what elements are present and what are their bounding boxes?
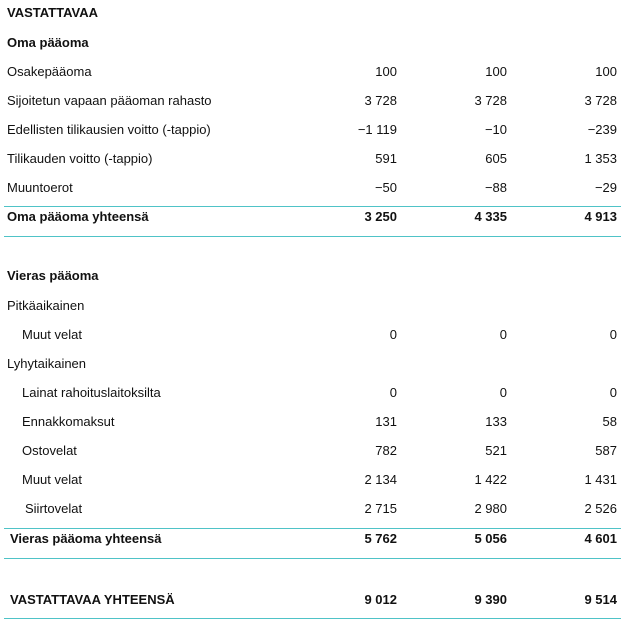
value-col-2: −88 xyxy=(484,180,507,195)
row-label: Muuntoerot xyxy=(7,180,73,195)
value-col-2: 521 xyxy=(485,443,507,458)
row-label: Sijoitetun vapaan pääoman rahasto xyxy=(7,93,212,108)
liabilities-total-bottom-rule xyxy=(4,558,621,559)
equity-row-share-capital xyxy=(0,62,624,82)
row-label: Osakepääoma xyxy=(7,64,92,79)
value-col-3: 1 353 xyxy=(584,151,617,166)
row-label: Muut velat xyxy=(22,472,82,487)
total-col-1: 5 762 xyxy=(364,531,397,546)
row-label: Ostovelat xyxy=(22,443,77,458)
current-row-accrued-liabilities xyxy=(0,499,624,519)
grand-total-row xyxy=(0,590,624,610)
non-current-row-other-liabilities xyxy=(0,325,624,345)
value-col-1: −1 119 xyxy=(357,122,397,137)
value-col-2: −10 xyxy=(484,122,507,137)
current-label-row xyxy=(0,354,624,374)
value-col-2: 2 980 xyxy=(474,501,507,516)
total-label: Vieras pääoma yhteensä xyxy=(10,531,162,546)
value-col-2: 100 xyxy=(485,64,507,79)
equity-row-invested-free-equity xyxy=(0,91,624,111)
current-row-trade-payables xyxy=(0,441,624,461)
equity-total-row xyxy=(0,207,624,227)
liabilities-total-row xyxy=(0,529,624,549)
row-label: Muut velat xyxy=(22,327,82,342)
row-label: Ennakkomaksut xyxy=(22,414,115,429)
non-current-label: Pitkäaikainen xyxy=(7,298,85,313)
current-row-bank-loans xyxy=(0,383,624,403)
value-col-1: 0 xyxy=(389,327,397,342)
value-col-1: 591 xyxy=(375,151,397,166)
value-col-3: 0 xyxy=(609,327,617,342)
equity-total-bottom-rule xyxy=(4,236,621,237)
current-label: Lyhytaikainen xyxy=(7,356,87,371)
row-label: Edellisten tilikausien voitto (-tappio) xyxy=(7,122,211,137)
balance-heading-row xyxy=(0,3,624,23)
grand-total-col-3: 9 514 xyxy=(584,592,617,607)
grand-total-label: VASTATTAVAA YHTEENSÄ xyxy=(10,592,175,607)
row-label: Lainat rahoituslaitoksilta xyxy=(22,385,161,400)
value-col-3: 587 xyxy=(595,443,617,458)
total-label: Oma pääoma yhteensä xyxy=(7,209,149,224)
non-current-label-row xyxy=(0,296,624,316)
value-col-3: 2 526 xyxy=(584,501,617,516)
grand-total-bottom-rule xyxy=(4,618,621,619)
value-col-2: 605 xyxy=(485,151,507,166)
total-col-2: 5 056 xyxy=(474,531,507,546)
value-col-2: 0 xyxy=(499,385,507,400)
value-col-1: 0 xyxy=(389,385,397,400)
total-col-3: 4 601 xyxy=(584,531,617,546)
balance-heading: VASTATTAVAA xyxy=(7,5,98,20)
value-col-1: 100 xyxy=(375,64,397,79)
equity-heading-row xyxy=(0,33,624,53)
total-col-3: 4 913 xyxy=(584,209,617,224)
value-col-3: 100 xyxy=(595,64,617,79)
value-col-3: 0 xyxy=(609,385,617,400)
row-label: Siirtovelat xyxy=(25,501,83,516)
value-col-2: 1 422 xyxy=(474,472,507,487)
value-col-2: 0 xyxy=(499,327,507,342)
equity-row-retained-earnings xyxy=(0,120,624,140)
value-col-1: 782 xyxy=(375,443,397,458)
grand-total-col-1: 9 012 xyxy=(364,592,397,607)
current-row-advance-payments xyxy=(0,412,624,432)
value-col-2: 133 xyxy=(485,414,507,429)
equity-row-profit-for-period xyxy=(0,149,624,169)
value-col-1: 3 728 xyxy=(364,93,397,108)
equity-heading: Oma pääoma xyxy=(7,35,89,50)
row-label: Tilikauden voitto (-tappio) xyxy=(7,151,153,166)
value-col-3: 1 431 xyxy=(584,472,617,487)
value-col-1: 2 134 xyxy=(364,472,397,487)
total-col-1: 3 250 xyxy=(364,209,397,224)
value-col-1: 131 xyxy=(375,414,397,429)
value-col-1: −50 xyxy=(374,180,397,195)
value-col-1: 2 715 xyxy=(364,501,397,516)
value-col-3: −239 xyxy=(587,122,617,137)
value-col-3: 58 xyxy=(602,414,617,429)
current-row-other-liabilities xyxy=(0,470,624,490)
value-col-2: 3 728 xyxy=(474,93,507,108)
liabilities-heading: Vieras pääoma xyxy=(7,268,99,283)
equity-row-translation-differences xyxy=(0,178,624,198)
total-col-2: 4 335 xyxy=(474,209,507,224)
value-col-3: 3 728 xyxy=(584,93,617,108)
grand-total-col-2: 9 390 xyxy=(474,592,507,607)
liabilities-heading-row xyxy=(0,266,624,286)
value-col-3: −29 xyxy=(594,180,617,195)
